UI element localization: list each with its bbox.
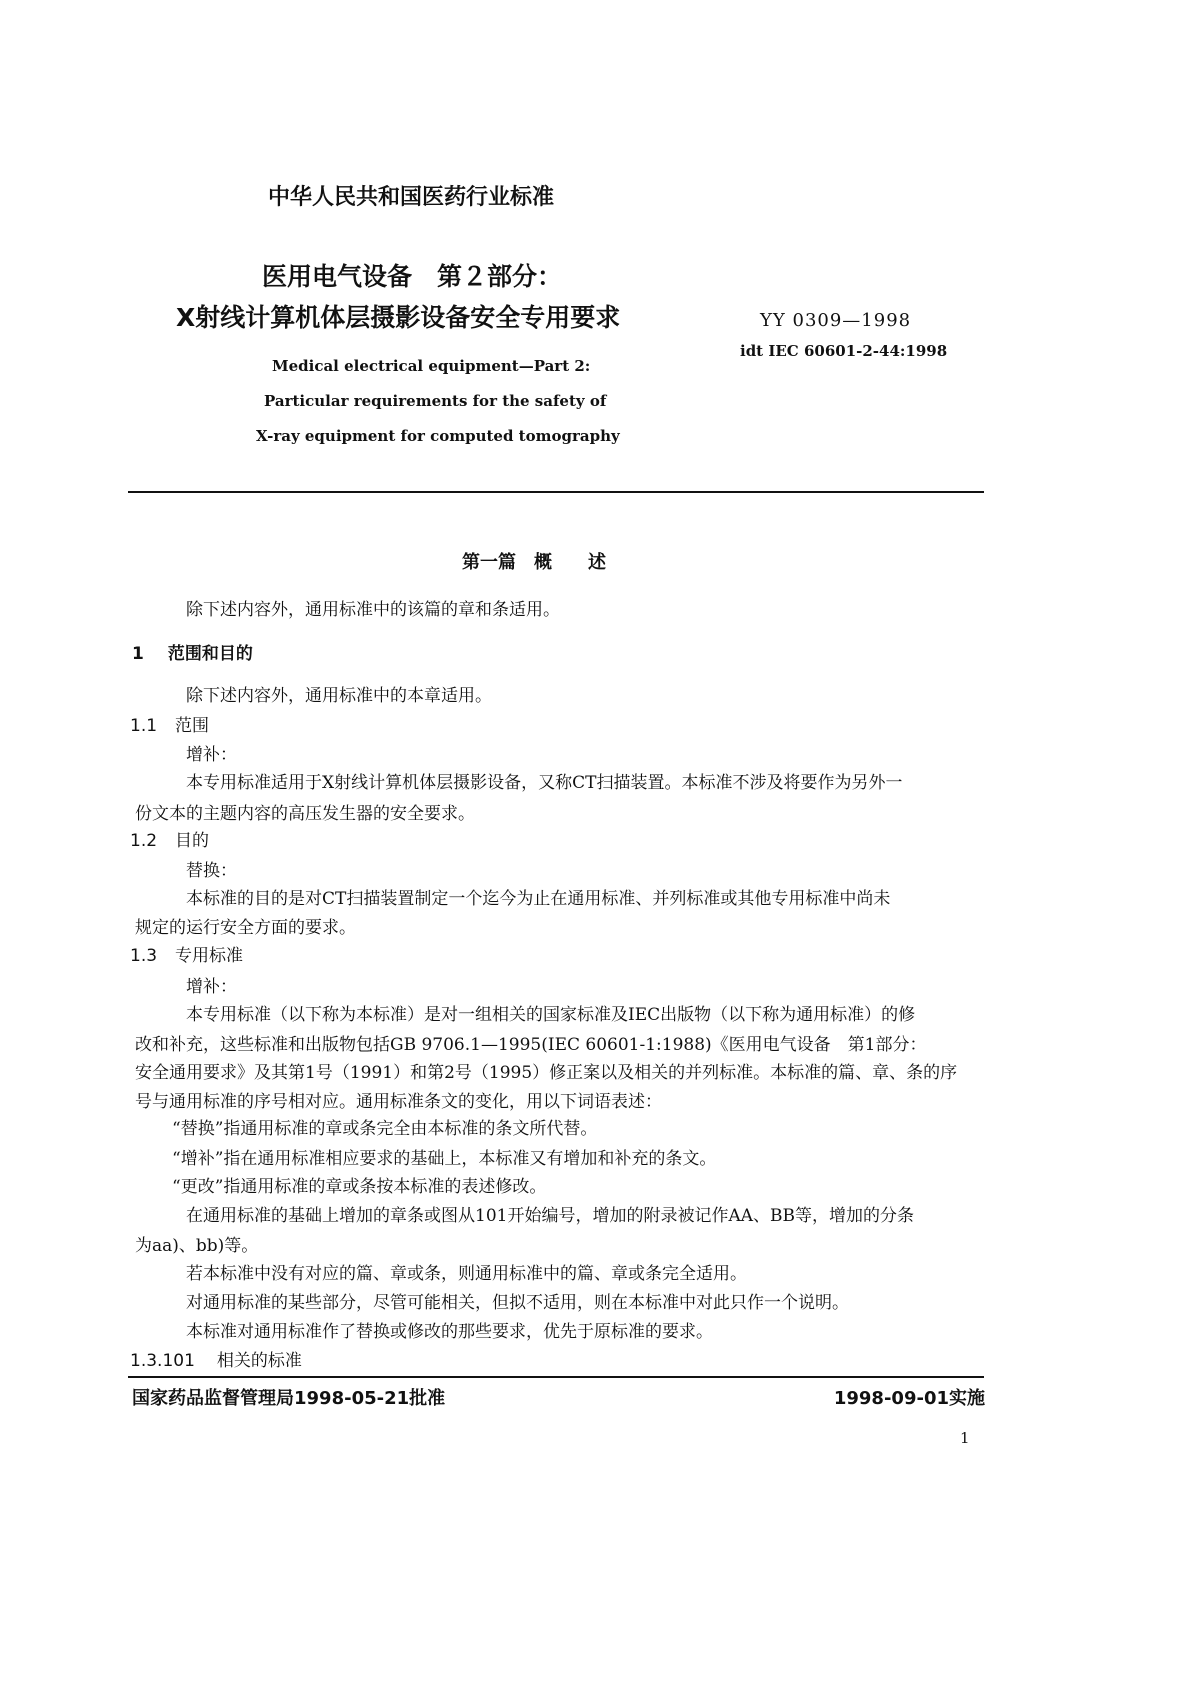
section-1-3-p1-line1: 本专用标准（以下称为本标准）是对一组相关的国家标准及IEC出版物（以下称为通用标准）的修 bbox=[186, 1005, 916, 1025]
section-number: 1.1 bbox=[130, 716, 158, 736]
section-title: 目的 bbox=[175, 831, 210, 851]
section-1-3-p1-line4: 号与通用标准的序号相对应。通用标准条文的变化，用以下词语表述： bbox=[135, 1092, 662, 1112]
section-1-text: 除下述内容外，通用标准中的本章适用。 bbox=[186, 686, 492, 706]
issuer-heading: 中华人民共和国医药行业标准 bbox=[268, 185, 555, 210]
section-1-1-text-line1: 本专用标准适用于X射线计算机体层摄影设备，又称CT扫描装置。本标准不涉及将要作为另外一 bbox=[186, 773, 903, 793]
page-number: 1 bbox=[960, 1429, 970, 1447]
section-number: 1 bbox=[132, 644, 144, 664]
footer-divider bbox=[128, 1376, 984, 1378]
section-title: 相关的标准 bbox=[216, 1351, 302, 1371]
approval-line: 国家药品监督管理局1998-05-21批准 bbox=[132, 1388, 446, 1409]
part-intro: 除下述内容外，通用标准中的该篇的章和条适用。 bbox=[186, 600, 560, 620]
section-number: 1.2 bbox=[130, 831, 158, 851]
section-1-3-p1-line3: 安全通用要求》及其第1号（1991）和第2号（1995）修正案以及相关的并列标准。本标准的篇、章、条的序 bbox=[135, 1063, 958, 1083]
section-1-2-tag: 替换： bbox=[186, 861, 237, 881]
section-1-3-p8: 本标准对通用标准作了替换或修改的那些要求，优先于原标准的要求。 bbox=[186, 1322, 713, 1342]
section-1-3-heading bbox=[130, 941, 243, 966]
title-cn-line1: 医用电气设备 第２部分： bbox=[262, 262, 563, 291]
section-1-3-tag: 增补： bbox=[186, 977, 237, 997]
part-title: 第一篇 概 述 bbox=[462, 552, 606, 573]
standard-number: YY 0309—1998 bbox=[760, 310, 912, 331]
section-title: 专用标准 bbox=[175, 946, 244, 966]
title-cn-line2: X射线计算机体层摄影设备安全专用要求 bbox=[176, 303, 621, 332]
title-en-line1: Medical electrical equipment—Part 2: bbox=[272, 357, 591, 375]
title-en-line3: X-ray equipment for computed tomography bbox=[256, 427, 620, 445]
section-1-3-p6: 若本标准中没有对应的篇、章或条，则通用标准中的篇、章或条完全适用。 bbox=[186, 1264, 747, 1284]
section-1-1-heading bbox=[130, 711, 209, 736]
section-1-3-p1-line2: 改和补充，这些标准和出版物包括GB 9706.1—1995(IEC 60601-1:1988)《医用电气设备 第1部分： bbox=[135, 1035, 927, 1055]
section-1-2-text-line2: 规定的运行安全方面的要求。 bbox=[135, 918, 356, 938]
section-1-1-text-line2: 份文本的主题内容的高压发生器的安全要求。 bbox=[135, 804, 475, 824]
section-1-2-text-line1: 本标准的目的是对CT扫描装置制定一个迄今为止在通用标准、并列标准或其他专用标准中尚未 bbox=[186, 889, 891, 909]
section-number: 1.3.101 bbox=[130, 1351, 195, 1371]
section-1-3-p7: 对通用标准的某些部分，尽管可能相关，但拟不适用，则在本标准中对此只作一个说明。 bbox=[186, 1293, 849, 1313]
section-1-3-p3: “增补”指在通用标准相应要求的基础上，本标准又有增加和补充的条文。 bbox=[172, 1149, 717, 1169]
section-1-3-p5-line2: 为aa)、bb)等。 bbox=[135, 1236, 259, 1256]
section-title: 范围和目的 bbox=[167, 644, 253, 664]
idt-reference: idt IEC 60601-2-44:1998 bbox=[740, 342, 948, 360]
section-1-3-p5-line1: 在通用标准的基础上增加的章条或图从101开始编号，增加的附录被记作AA、BB等，增加的分条 bbox=[186, 1206, 914, 1226]
section-1-3-101-heading bbox=[130, 1346, 302, 1371]
section-1-3-p2: “替换”指通用标准的章或条完全由本标准的条文所代替。 bbox=[172, 1119, 598, 1139]
section-number: 1.3 bbox=[130, 946, 158, 966]
section-1-heading bbox=[132, 639, 253, 664]
section-1-3-p4: “更改”指通用标准的章或条按本标准的表述修改。 bbox=[172, 1177, 547, 1197]
implementation-date: 1998-09-01实施 bbox=[833, 1388, 985, 1409]
title-en-line2: Particular requirements for the safety of bbox=[264, 392, 607, 410]
header-divider bbox=[128, 491, 984, 493]
section-1-1-tag: 增补： bbox=[186, 745, 237, 765]
section-title: 范围 bbox=[175, 716, 210, 736]
section-1-2-heading bbox=[130, 826, 209, 851]
